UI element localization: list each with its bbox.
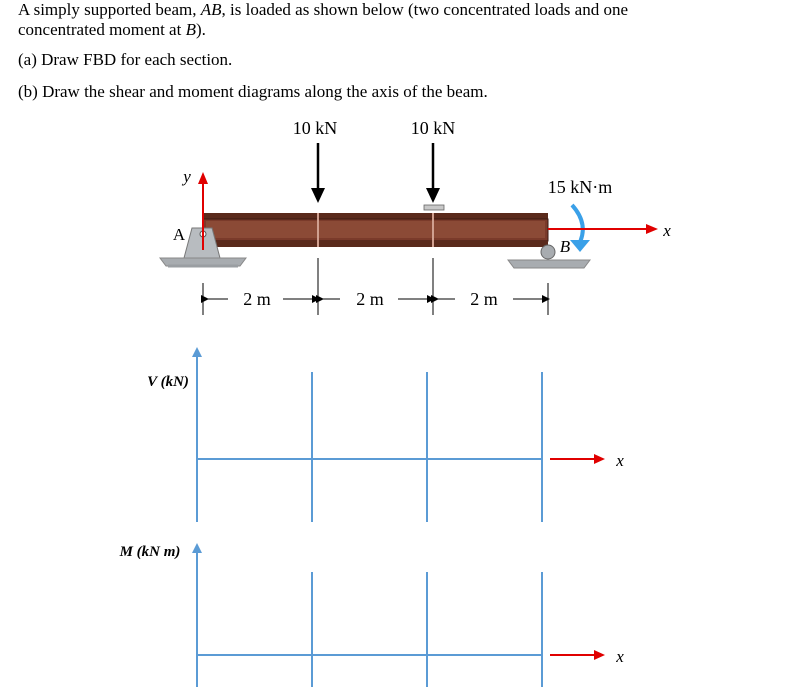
load-2-label: 10 kN (410, 118, 456, 138)
problem-text: concentrated moment at (18, 20, 186, 39)
moment-x-axis-arrow (550, 650, 605, 660)
load-plate (424, 205, 444, 210)
span-2-label: 2 m (356, 289, 384, 309)
point-b-ref: B (185, 20, 196, 39)
part-a: (a) Draw FBD for each section. (18, 50, 233, 69)
load-2-arrow (426, 143, 440, 203)
moment-label: 15 kN·m (547, 177, 613, 197)
load-1-label: 10 kN (292, 118, 338, 138)
beam-name: AB (200, 0, 222, 19)
span-3-label: 2 m (470, 289, 498, 309)
part-b: (b) Draw the shear and moment diagrams along the axis of the beam. (18, 82, 488, 101)
moment-x-label: x (616, 647, 624, 666)
x-axis-arrow (548, 224, 658, 234)
load-1-arrow (311, 143, 325, 203)
beam (203, 213, 548, 247)
support-a-label: A (172, 225, 186, 244)
y-axis-label: y (183, 167, 191, 186)
shear-axis-label: V (kN) (147, 374, 189, 390)
shear-x-label: x (616, 451, 624, 470)
moment-axis-label: M (kN m) (119, 544, 181, 560)
problem-text: A simply supported beam, (18, 0, 201, 19)
problem-text: , is loaded as shown below (two concentrated loads and one (221, 0, 628, 19)
shear-diagram-grid (192, 347, 542, 522)
shear-x-axis-arrow (550, 454, 605, 464)
span-1-label: 2 m (243, 289, 271, 309)
support-b-label: B (559, 237, 571, 256)
moment-diagram-grid (192, 543, 542, 687)
x-axis-label: x (663, 221, 671, 240)
problem-text: ). (195, 20, 206, 39)
